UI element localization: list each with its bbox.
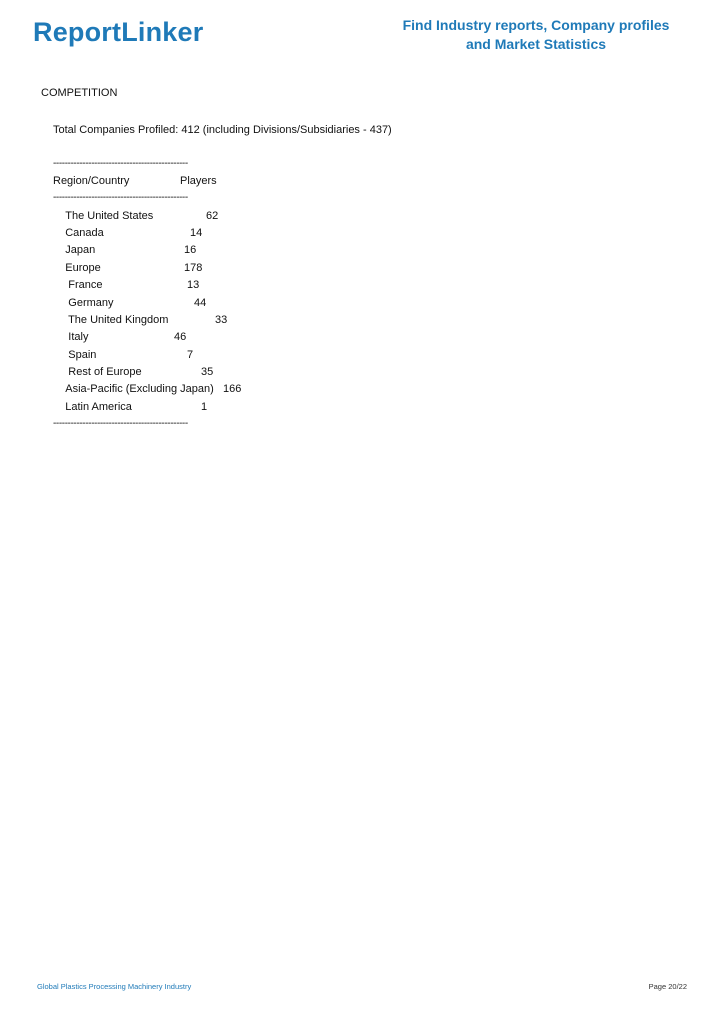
row-region: Germany: [65, 297, 114, 309]
row-players: 33: [215, 314, 228, 326]
section-title: COMPETITION: [41, 87, 118, 99]
row-players: 62: [206, 210, 219, 222]
table-row: [53, 278, 200, 292]
table-row: [53, 296, 207, 310]
footer-report-title[interactable]: Global Plastics Processing Machinery Industry: [37, 982, 192, 991]
table-row: [53, 261, 203, 275]
table-rule-bottom: ----------------------------------------------: [53, 418, 188, 429]
table-row: [53, 313, 228, 327]
companies-profiled-summary: Total Companies Profiled: 412 (including Divisions/Subsidiaries - 437): [53, 124, 392, 136]
row-region: Asia-Pacific (Excluding Japan): [65, 383, 214, 395]
header-tagline: [386, 16, 686, 54]
reportlinker-logo[interactable]: ReportLinker: [33, 17, 204, 47]
row-players: 46: [174, 331, 187, 343]
table-row: [53, 365, 214, 379]
tagline-line-1: Find Industry reports, Company profiles: [402, 17, 670, 33]
row-region: Japan: [65, 244, 96, 256]
row-players: 178: [184, 262, 203, 274]
row-players: 1: [201, 401, 208, 413]
table-row: [53, 382, 242, 396]
row-region: Rest of Europe: [65, 366, 142, 378]
table-row: [53, 330, 187, 344]
row-players: 16: [184, 244, 197, 256]
table-rule-mid: ----------------------------------------------: [53, 192, 188, 203]
row-region: Italy: [65, 331, 89, 343]
header-region: Region/Country: [53, 175, 130, 187]
table-row: [53, 243, 197, 257]
row-players: 35: [201, 366, 214, 378]
table-rule-top: ----------------------------------------------: [53, 158, 188, 169]
row-region: France: [65, 279, 103, 291]
row-players: 166: [223, 383, 242, 395]
row-players: 44: [194, 297, 207, 309]
row-players: 14: [190, 227, 203, 239]
table-header: [53, 174, 253, 188]
table-row: [53, 400, 208, 414]
row-region: The United Kingdom: [65, 314, 169, 326]
row-region: Latin America: [65, 401, 132, 413]
row-players: 7: [187, 349, 194, 361]
row-region: Spain: [65, 349, 97, 361]
row-region: The United States: [65, 210, 154, 222]
row-players: 13: [187, 279, 200, 291]
footer-page-number: Page 20/22: [648, 982, 687, 991]
row-region: Europe: [65, 262, 101, 274]
table-row: [53, 209, 219, 223]
row-region: Canada: [65, 227, 104, 239]
header-players: Players: [180, 175, 217, 187]
table-row: [53, 226, 203, 240]
table-row: [53, 348, 194, 362]
tagline-line-2: and Market Statistics: [465, 36, 607, 52]
